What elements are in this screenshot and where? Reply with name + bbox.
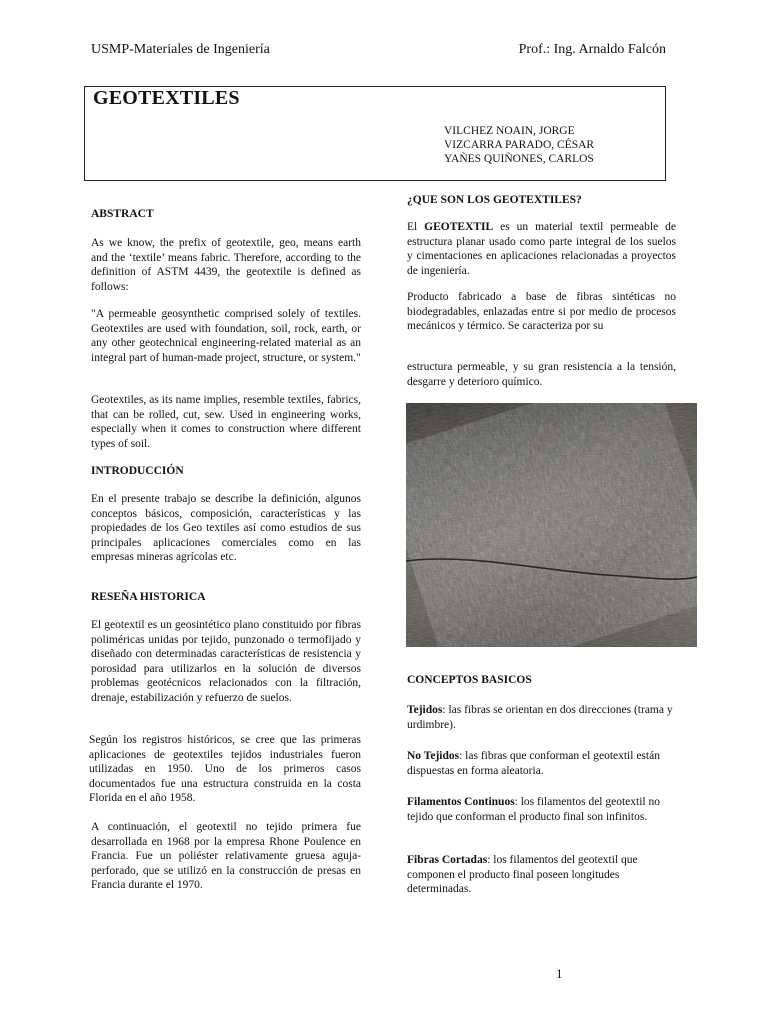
- abstract-paragraph: As we know, the prefix of geotextile, geo, means earth and the ‘textile’ means fabric. Therefore, according to the definition of ASTM 4439, the geotextile is defined as follows:: [91, 237, 361, 293]
- geotextil-term: GEOTEXTIL: [424, 221, 494, 233]
- concept-item: [407, 703, 676, 732]
- page-number: 1: [556, 966, 563, 981]
- header-course: USMP-Materiales de Ingeniería: [91, 42, 270, 57]
- what-rest: es un material textil permeable de estructura planar usado como parte integral de los suelos y cimentaciones en aplicaciones relacionadas a proyectos de ingeniería.: [407, 221, 676, 277]
- geotextile-texture: [406, 403, 697, 647]
- what-heading: ¿QUE SON LOS GEOTEXTILES?: [407, 194, 582, 206]
- concept-term: No Tejidos: [407, 750, 460, 762]
- history-paragraph: A continuación, el geotextil no tejido primera fue desarrollada en 1968 por la empresa Rhone Poulence en Francia. Fue un poliéster relativamente gruesa aguja-perforado, que se utilizó en la construcción de presas en Francia durante el 1970.: [91, 821, 361, 892]
- concept-item: [407, 853, 676, 897]
- intro-paragraph: En el presente trabajo se describe la definición, algunos conceptos básicos, composición, características y las propiedades de los Geo textiles así como estudios de sus principales aplicaciones comerciales como en las empresas mineras agrícolas etc.: [91, 493, 361, 564]
- concept-term: Fibras Cortadas: [407, 854, 488, 866]
- intro-heading: INTRODUCCIÓN: [91, 465, 184, 477]
- what-prefix: El: [407, 221, 425, 233]
- author-list: [444, 124, 594, 166]
- concept-text: : los filamentos del geotextil que componen el producto final poseen longitudes determinadas.: [407, 854, 638, 896]
- abstract-paragraph: Geotextiles, as its name implies, resemble textiles, fabrics, that can be rolled, cut, sew. Used in engineering works, especially when it comes to construction where different types of soil.: [91, 394, 361, 450]
- what-paragraph: Producto fabricado a base de fibras sintéticas no biodegradables, enlazadas entre si por medio de procesos mecánicos y térmico. Se caracteriza por su: [407, 291, 676, 333]
- concepts-heading: CONCEPTOS BASICOS: [407, 674, 532, 686]
- what-paragraph: [407, 220, 676, 278]
- concept-term: Tejidos: [407, 704, 443, 716]
- author: VIZCARRA PARADO, CÉSAR: [444, 139, 595, 151]
- history-paragraph: El geotextil es un geosintético plano constituido por fibras poliméricas unidas por tejido, punzonado o termofijado y diseñado con determinadas características de resistencia y porosidad para utilizarlos en la solución de diversos problemas geotécnicos relacionados con la filtración, drenaje, estabilización y refuerzo de suelos.: [91, 619, 361, 704]
- abstract-quote: "A permeable geosynthetic comprised solely of textiles. Geotextiles are used with foundation, soil, rock, earth, or any other geotechnical engineering-related material as an integral part of human-made project, structure, or system.": [91, 308, 361, 364]
- concept-text: : las fibras que conforman el geotextil están dispuestas en forma aleatoria.: [407, 750, 660, 777]
- author: VILCHEZ NOAIN, JORGE: [444, 125, 575, 137]
- concept-text: : las fibras se orientan en dos direcciones (trama y urdimbre).: [407, 704, 673, 731]
- concept-text: : los filamentos del geotextil no tejido que conforman el producto final son infinitos.: [407, 796, 660, 823]
- title-box: [84, 86, 666, 181]
- history-heading: RESEÑA HISTORICA: [91, 591, 206, 603]
- author: YAÑES QUIÑONES, CARLOS: [444, 153, 594, 165]
- concept-term: Filamentos Continuos: [407, 796, 515, 808]
- concept-item: [407, 749, 676, 778]
- concept-item: [407, 795, 676, 824]
- document-title: GEOTEXTILES: [93, 87, 240, 109]
- abstract-heading: ABSTRACT: [91, 208, 154, 220]
- what-paragraph: estructura permeable, y su gran resistencia a la tensión, desgarre y deterioro químico.: [407, 361, 676, 388]
- history-paragraph: Según los registros históricos, se cree que las primeras aplicaciones de geotextiles tejidos industriales fueron utilizadas en 1950. Uno de los primeros casos documentados fue una estructura construida en la costa Florida en el año 1958.: [89, 734, 361, 805]
- header-professor: Prof.: Ing. Arnaldo Falcón: [518, 42, 666, 57]
- geotextile-photo: [406, 403, 697, 647]
